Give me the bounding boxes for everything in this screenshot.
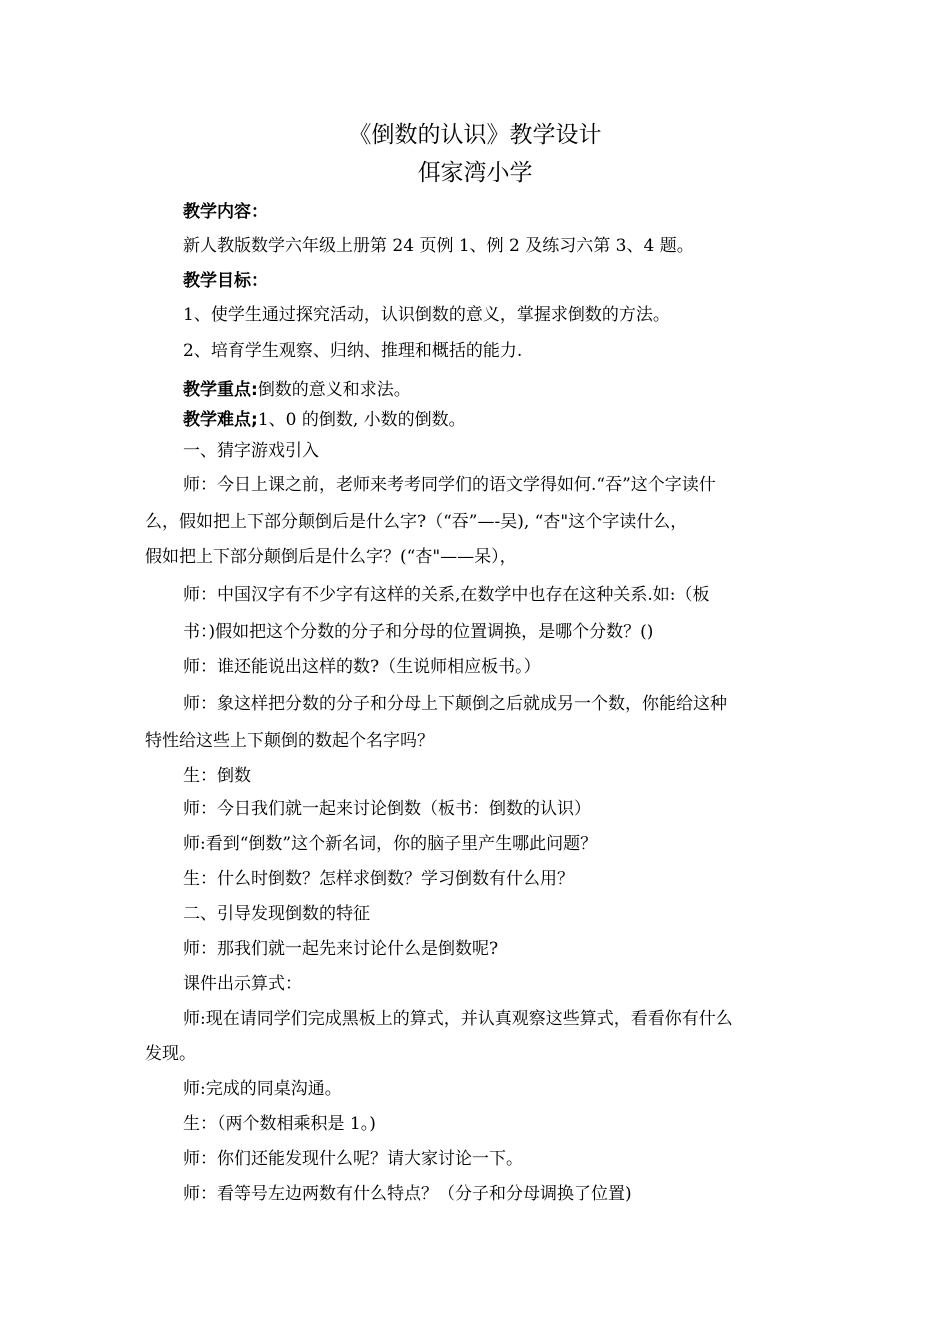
key-point-text: 倒数的意义和求法。 <box>257 380 411 400</box>
difficulty-label: 教学难点; <box>183 410 258 430</box>
paragraph-line: 师：看等号左边两数有什么特点？（分子和分母调换了位置) <box>183 1184 632 1204</box>
paragraph-line: 生：什么时倒数？怎样求倒数？学习倒数有什么用？ <box>183 869 574 889</box>
paragraph-line: 师：那我们就一起先来讨论什么是倒数呢? <box>183 939 499 959</box>
difficulty-text: 1、0 的倒数, 小数的倒数。 <box>257 410 466 430</box>
goal-2: 2、培育学生观察、归纳、推理和概括的能力. <box>183 341 523 361</box>
paragraph-line: 生：倒数 <box>183 766 251 786</box>
paragraph-line: 假如把上下部分颠倒后是什么字？(“杏"——呆）， <box>145 547 517 567</box>
paragraph-line: 书：)假如把这个分数的分子和分母的位置调换，是哪个分数？() <box>183 622 654 642</box>
paragraph-line: 师：今日我们就一起来讨论倒数（板书：倒数的认识） <box>183 799 591 819</box>
difficulty-point <box>183 408 466 432</box>
content-text: 新人教版数学六年级上册第 24 页例 1、例 2 及练习六第 3、4 题。 <box>183 236 694 256</box>
school-name: 佴家湾小学 <box>417 160 533 186</box>
key-point-label: 教学重点: <box>183 380 258 400</box>
paragraph-line: 发现。 <box>145 1044 196 1064</box>
paragraph-line: 特性给这些上下颠倒的数起个名字吗？ <box>145 731 434 751</box>
paragraph-line: 师：谁还能说出这样的数?（生说师相应板书。） <box>183 657 541 677</box>
paragraph-line: 师：中国汉字有不少字有这样的关系,在数学中也存在这种关系.如:（板 <box>183 585 710 605</box>
content-heading: 教学内容： <box>183 202 268 222</box>
key-point <box>183 378 411 402</box>
paragraph-line: 课件出示算式： <box>183 974 302 994</box>
goals-heading: 教学目标： <box>183 271 268 291</box>
paragraph-line: 师:现在请同学们完成黑板上的算式，并认真观察这些算式，看看你有什么 <box>183 1009 733 1029</box>
section-heading-1: 一、猜字游戏引入 <box>183 441 319 461</box>
paragraph-line: 生：（两个数相乘积是 1。) <box>183 1114 376 1134</box>
paragraph-line: 师：象这样把分数的分子和分母上下颠倒之后就成另一个数，你能给这种 <box>183 694 727 714</box>
document-title: 《倒数的认识》教学设计 <box>348 122 602 148</box>
paragraph-line: 师：你们还能发现什么呢？请大家讨论一下。 <box>183 1149 523 1169</box>
goal-1: 1、使学生通过探究活动，认识倒数的意义，掌握求倒数的方法。 <box>183 305 670 325</box>
section-heading-2: 二、引导发现倒数的特征 <box>183 904 370 924</box>
paragraph-line: 么，假如把上下部分颠倒后是什么字?（“吞”—-吴), “杏"这个字读什么， <box>145 512 688 532</box>
paragraph-line: 师:完成的同桌沟通。 <box>183 1079 342 1099</box>
paragraph-line: 师:看到“倒数”这个新名词，你的脑子里产生哪此问题？ <box>183 834 598 854</box>
paragraph-line: 师：今日上课之前，老师来考考同学们的语文学得如何.“吞”这个字读什 <box>183 475 716 495</box>
